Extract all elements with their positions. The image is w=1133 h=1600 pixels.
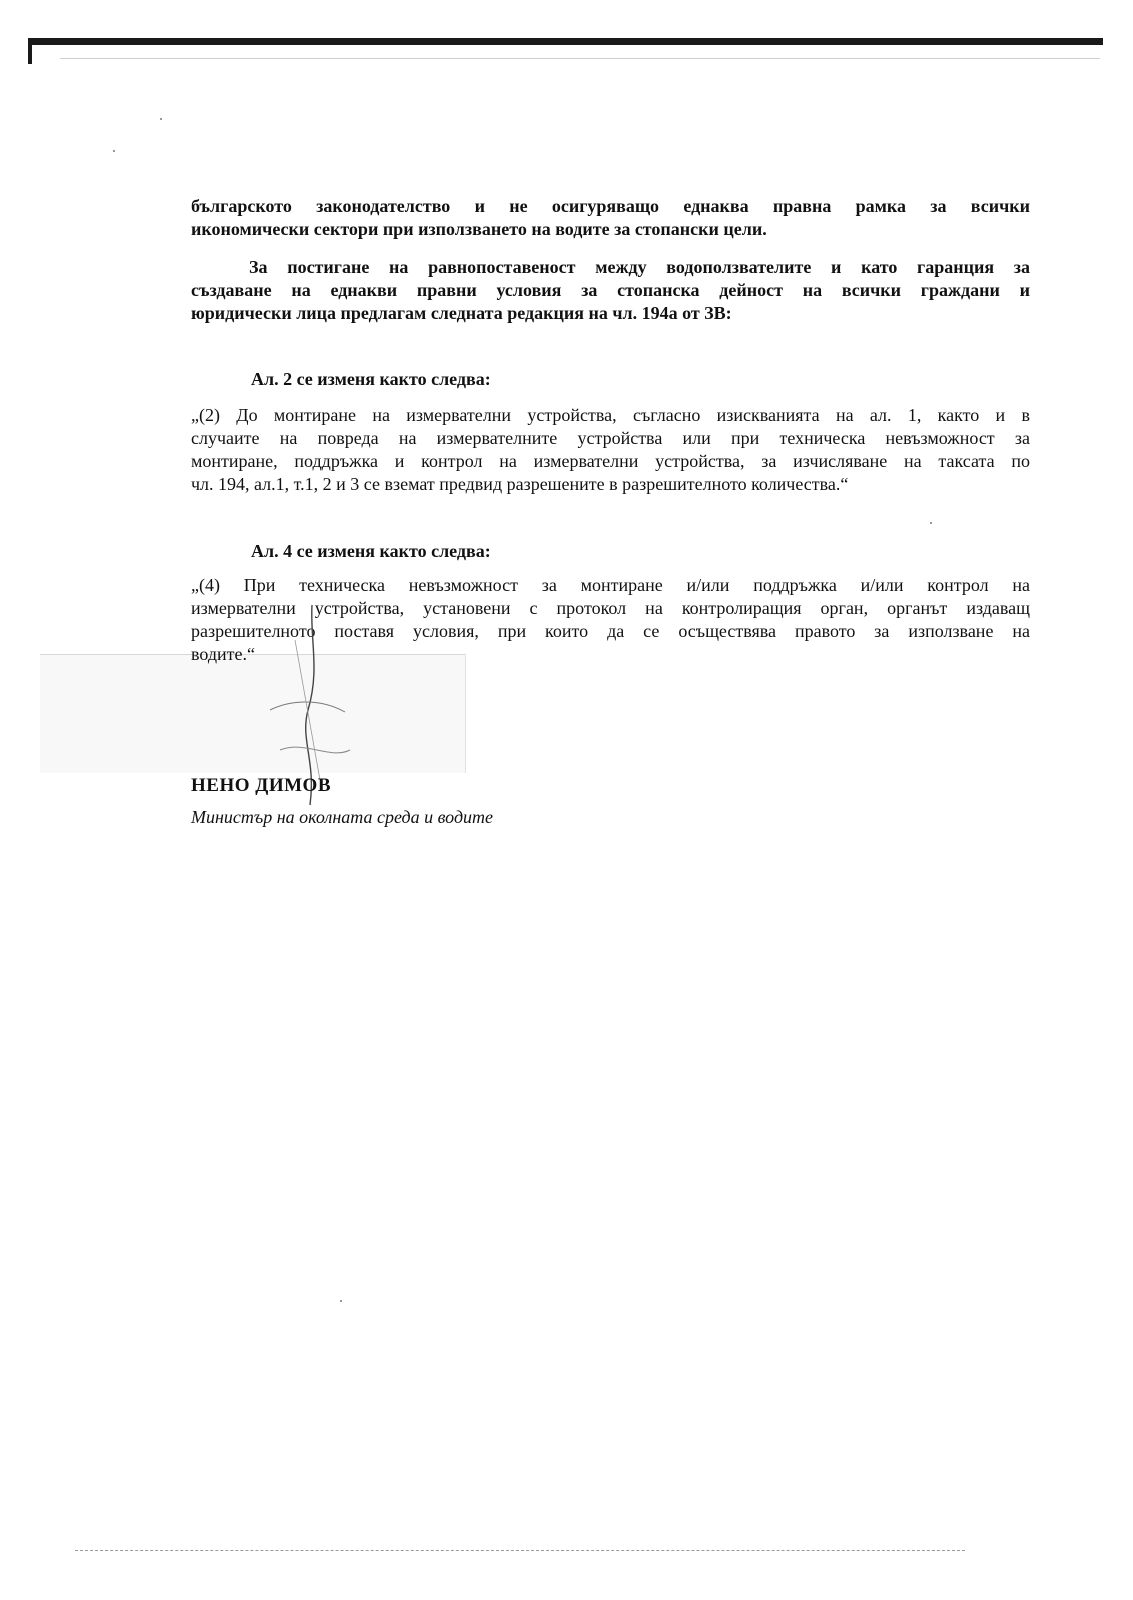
- text-line: чл. 194, ал.1, т.1, 2 и 3 се вземат предвид разрешените в разрешителното количества.“: [191, 474, 849, 494]
- signatory-name: НЕНО ДИМОВ: [191, 775, 331, 796]
- scan-border-top: [28, 38, 1103, 45]
- text-line: създаване на еднакви правни условия за стопанска дейност на всички граждани и: [191, 280, 1030, 300]
- text-line: монтиране, поддръжка и контрол на измервателни устройства, за изчисляване на таксата по: [191, 451, 1030, 471]
- intro-paragraph: [191, 195, 1030, 241]
- text-line: измервателни устройства, установени с протокол на контролиращия орган, органът издаващ: [191, 598, 1030, 618]
- scan-speck: [930, 522, 932, 524]
- text-line: юридически лица предлагам следната редакция на чл. 194а от ЗВ:: [191, 303, 732, 323]
- text-line: икономически сектори при използването на водите за стопански цели.: [191, 219, 767, 239]
- text-line: българското законодателство и не осигуряващо еднаква правна рамка за всички: [191, 196, 1030, 216]
- scan-speck: [160, 118, 162, 120]
- signatory-title: Министър на околната среда и водите: [191, 807, 494, 827]
- text-line: „(2) До монтиране на измервателни устройства, съгласно изискванията на ал. 1, както и в: [191, 405, 1030, 425]
- scan-border-left: [28, 38, 32, 64]
- text-line: случаите на повреда на измервателните устройства или при техническа невъзможност за: [191, 428, 1030, 448]
- proposal-paragraph: [191, 256, 1030, 325]
- text-line: разрешителното поставя условия, при които да се осъществява правото за използване на: [191, 621, 1030, 641]
- amendment-text-1: [191, 404, 1030, 496]
- scan-line-faint: [60, 58, 1100, 59]
- text-line: „(4) При техническа невъзможност за монтиране и/или поддръжка и/или контрол на: [191, 575, 1030, 595]
- scan-speck: [340, 1300, 342, 1302]
- amendment-heading-1: Ал. 2 се изменя както следва:: [251, 369, 491, 389]
- text-line: водите.“: [191, 644, 255, 664]
- amendment-heading-2: Ал. 4 се изменя както следва:: [251, 541, 491, 561]
- scan-line-bottom: [75, 1550, 965, 1551]
- text-line: За постигане на равнопоставеност между водоползвателите и като гаранция за: [249, 257, 1030, 277]
- scan-speck: [113, 150, 115, 152]
